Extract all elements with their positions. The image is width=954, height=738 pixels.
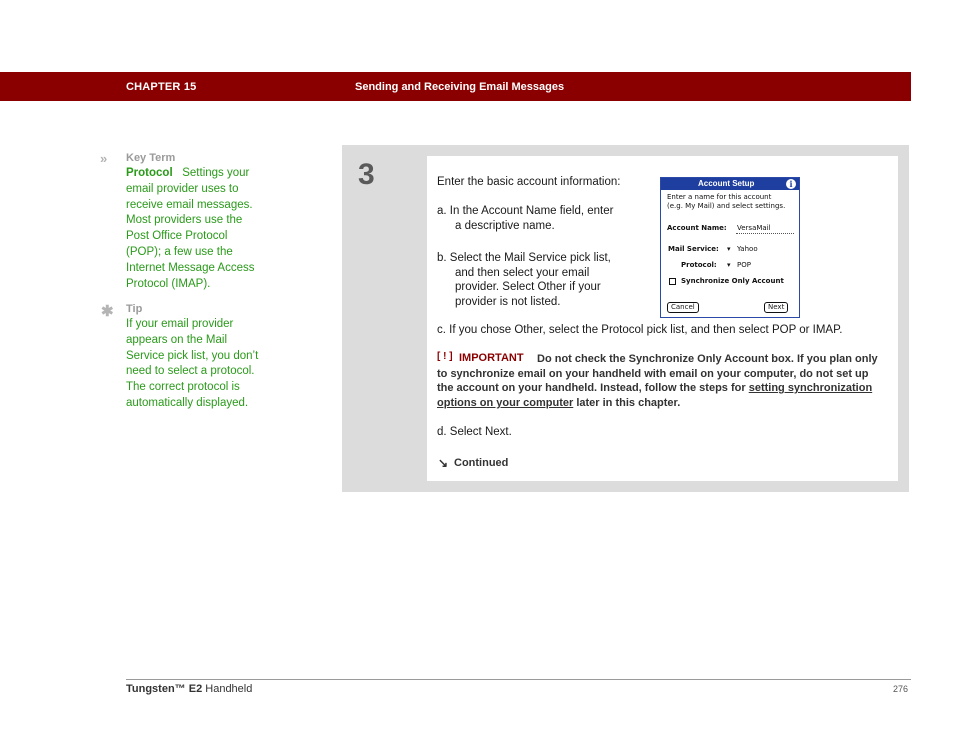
key-term-line: Most providers use the (126, 214, 243, 227)
important-text-before: Do not check the Synchronize Only Account box. If you plan only to synchronize email on your handheld with email on your computer, do not set up the account on your handheld. Instead, follow the steps for (437, 353, 878, 395)
key-term-line: receive email messages. (126, 198, 253, 211)
step-intro: Enter the basic account information: (437, 176, 621, 188)
palm-title: Account Setup (698, 179, 755, 188)
key-term-word: Protocol (126, 167, 173, 179)
account-name-label: Account Name: (667, 224, 727, 232)
key-term-line: Protocol (IMAP). (126, 277, 211, 290)
key-term-line: Settings your (182, 167, 250, 179)
tip-star-icon: ✱ (101, 303, 114, 320)
tip-line: The correct protocol is (126, 381, 240, 394)
step-a-line: a. In the Account Name field, enter (437, 205, 614, 217)
step-a-line: a descriptive name. (455, 219, 555, 232)
chapter-label: CHAPTER 15 (126, 81, 197, 93)
dropdown-arrow-icon: ▾ (727, 245, 731, 253)
tip-line: Service pick list, you don’t (126, 349, 259, 362)
chapter-title: Sending and Receiving Email Messages (355, 81, 565, 93)
step-number: 3 (358, 158, 375, 191)
sync-options-link[interactable]: setting synchronization options on your computer (437, 382, 873, 409)
mail-service-value: Yahoo (737, 245, 758, 253)
dropdown-arrow-icon: ▾ (727, 261, 731, 269)
footer-product-suffix: Handheld (202, 683, 253, 695)
step-b-line: provider is not listed. (455, 295, 561, 308)
key-term-heading: Key Term (126, 152, 176, 164)
palm-cancel-button: Cancel (667, 302, 699, 313)
page-number: 276 (893, 684, 909, 694)
step-a (437, 204, 657, 233)
continued-label: Continued (454, 457, 509, 469)
step-b (437, 251, 657, 309)
key-term-arrows-icon: » (100, 151, 106, 166)
important-label: IMPORTANT (459, 352, 524, 364)
palm-instruction: Enter a name for this account (667, 193, 772, 201)
account-name-field-line (736, 233, 794, 234)
tip-line: If your email provider (126, 318, 234, 330)
key-term-line: Internet Message Access (126, 261, 255, 274)
protocol-value: POP (737, 261, 751, 269)
key-term-line: Post Office Protocol (126, 230, 228, 243)
key-term-line: email provider uses to (126, 182, 239, 195)
footer-product (126, 683, 252, 695)
account-name-value: VersaMail (737, 224, 771, 232)
step-b-line: and then select your email (455, 266, 590, 279)
key-term-body (126, 166, 286, 292)
continued-arrow-icon: ↘ (438, 456, 449, 470)
step-b-line: provider. Select Other if your (455, 281, 601, 294)
info-icon: i (786, 179, 796, 189)
tip-body (126, 317, 286, 412)
tip-line: automatically displayed. (126, 396, 249, 409)
mail-service-label: Mail Service: (668, 245, 719, 253)
account-setup-screenshot (660, 177, 800, 318)
footer-rule (126, 679, 911, 680)
palm-next-button: Next (764, 302, 788, 313)
protocol-label: Protocol: (681, 261, 717, 269)
step-b-line: b. Select the Mail Service pick list, (437, 252, 611, 264)
important-icon: [ ! ] (437, 351, 453, 362)
sync-only-label: Synchronize Only Account (681, 277, 784, 285)
step-c: c. If you chose Other, select the Protocol pick list, and then select POP or IMAP. (437, 324, 843, 336)
tip-heading: Tip (126, 303, 143, 315)
step-d: d. Select Next. (437, 426, 512, 438)
footer-brand: Tungsten™ E2 (126, 683, 203, 695)
palm-instruction: (e.g. My Mail) and select settings. (667, 202, 786, 210)
tip-line: need to select a protocol. (126, 365, 255, 378)
key-term-line: (POP); a few use the (126, 245, 233, 258)
tip-line: appears on the Mail (126, 333, 228, 346)
sync-only-checkbox (669, 278, 676, 285)
important-text-after: later in this chapter. (573, 396, 681, 409)
